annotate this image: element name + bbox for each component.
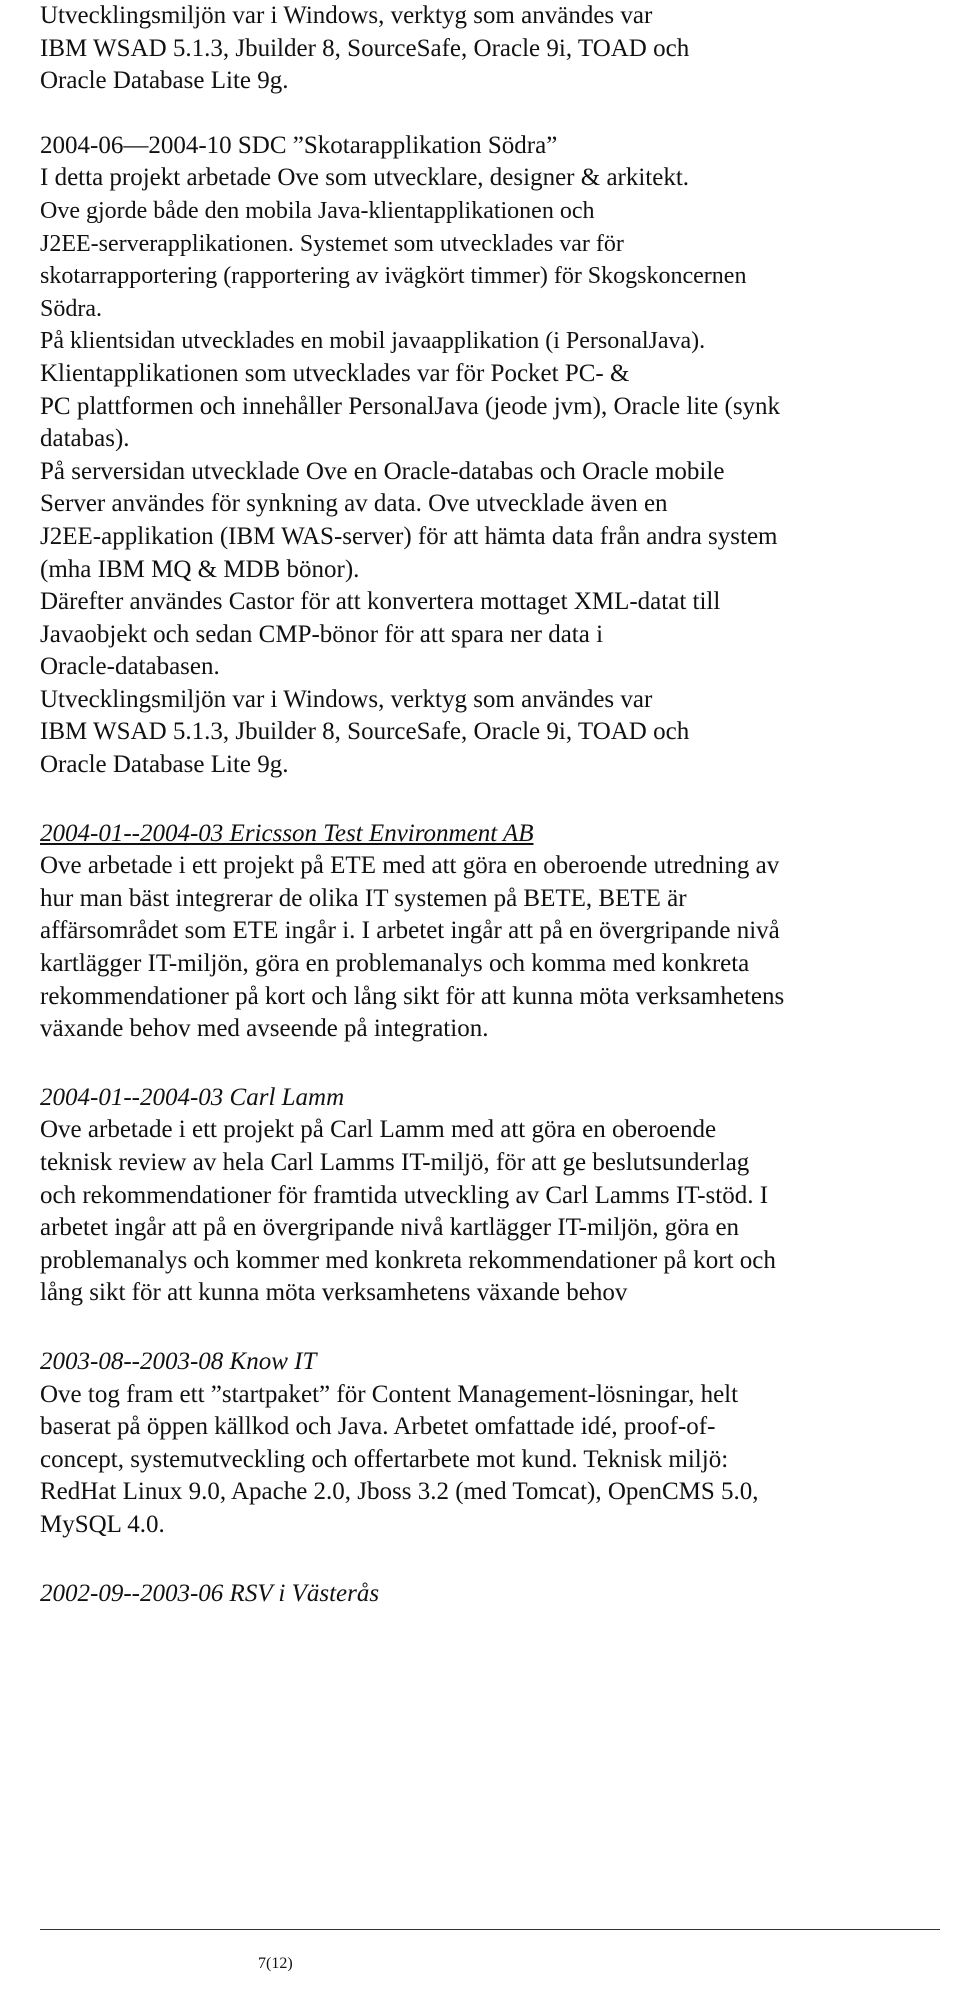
environment-paragraph [40,0,940,98]
section-carl-lamm [40,1082,940,1310]
text-line: J2EE-applikation (IBM WAS-server) för att hämta data från andra system [40,522,778,550]
text-line: Utvecklingsmiljön var i Windows, verktyg som användes var [40,685,653,713]
text-line: RedHat Linux 9.0, Apache 2.0, Jboss 3.2 (med Tomcat), OpenCMS 5.0, [40,1478,759,1506]
text-line: IBM WSAD 5.1.3, Jbuilder 8, SourceSafe, Oracle 9i, TOAD och [40,718,690,746]
text-line: concept, systemutveckling och offertarbete mot kund. Teknisk miljö: [40,1445,729,1473]
text-line: J2EE-serverapplikationen. Systemet som utvecklades var för [40,230,624,257]
text-line: (mha IBM MQ & MDB bönor). [40,555,360,583]
text-line: rekommendationer på kort och lång sikt för att kunna möta verksamhetens [40,982,785,1010]
text-line: affärsområdet som ETE ingår i. I arbetet ingår att på en övergripande nivå [40,917,780,945]
section-heading: 2004-06—2004-10 SDC ”Skotarapplikation Södra” [40,131,558,159]
text-line: Oracle Database Lite 9g. [40,751,289,779]
text-line: arbetet ingår att på en övergripande nivå kartlägger IT-miljön, göra en [40,1214,740,1242]
text-line: databas). [40,425,130,453]
section-sdc [40,130,940,782]
text-line: På serversidan utvecklade Ove en Oracle-databas och Oracle mobile [40,457,725,485]
text-line: Javaobjekt och sedan CMP-bönor för att spara ner data i [40,620,604,648]
text-line: kartlägger IT-miljön, göra en problemanalys och komma med konkreta [40,950,750,978]
text-line: skotarrapportering (rapportering av ivägkört timmer) för Skogskoncernen [40,263,747,290]
text-line: växande behov med avseende på integration. [40,1015,489,1043]
section-know-it [40,1346,940,1542]
text-line: Ove gjorde både den mobila Java-klientapplikationen och [40,197,595,224]
text-line: Södra. [40,295,102,322]
text-line: Oracle Database Lite 9g. [40,67,289,95]
text-line: Server användes för synkning av data. Ove utvecklade även en [40,490,668,518]
text-line: teknisk review av hela Carl Lamms IT-miljö, för att ge beslutsunderlag [40,1149,750,1176]
text-line: MySQL 4.0. [40,1510,165,1538]
text-line: PC plattformen och innehåller PersonalJava (jeode jvm), Oracle lite (synk [40,392,781,420]
text-line: På klientsidan utvecklades en mobil javaapplikation (i PersonalJava). [40,328,706,355]
text-line: lång sikt för att kunna möta verksamhetens växande behov [40,1279,628,1307]
text-line: Klientapplikationen som utvecklades var för Pocket PC- & [40,359,630,387]
text-line: Därefter användes Castor för att konvertera mottaget XML-datat till [40,588,721,616]
text-line: Utvecklingsmiljön var i Windows, verktyg som användes var [40,2,653,29]
section-rsv [40,1578,940,1611]
section-heading: 2004-01--2004-03 Carl Lamm [40,1083,345,1111]
section-ericsson [40,818,940,1046]
text-line: hur man bäst integrerar de olika IT systemen på BETE, BETE är [40,884,687,912]
text-line: baserat på öppen källkod och Java. Arbetet omfattade idé, proof-of- [40,1413,716,1441]
text-line: Ove arbetade i ett projekt på ETE med att göra en oberoende utredning av [40,852,780,880]
text-line: Ove tog fram ett ”startpaket” för Content Management-lösningar, helt [40,1380,739,1408]
footer-divider [40,1929,940,1930]
text-line: och rekommendationer för framtida utveckling av Carl Lamms IT-stöd. I [40,1181,769,1209]
text-line: I detta projekt arbetade Ove som utvecklare, designer & arkitekt. [40,164,690,192]
text-line: Ove arbetade i ett projekt på Carl Lamm med att göra en oberoende [40,1116,717,1144]
page-number: 7(12) [258,1955,293,1972]
document-page [40,0,940,1610]
text-line: IBM WSAD 5.1.3, Jbuilder 8, SourceSafe, Oracle 9i, TOAD och [40,34,690,62]
section-heading: 2003-08--2003-08 Know IT [40,1347,317,1375]
text-line: problemanalys och kommer med konkreta rekommendationer på kort och [40,1246,776,1274]
section-heading: 2004-01--2004-03 Ericsson Test Environment AB [40,819,534,847]
section-heading: 2002-09--2003-06 RSV i Västerås [40,1579,380,1607]
text-line: Oracle-databasen. [40,653,220,681]
